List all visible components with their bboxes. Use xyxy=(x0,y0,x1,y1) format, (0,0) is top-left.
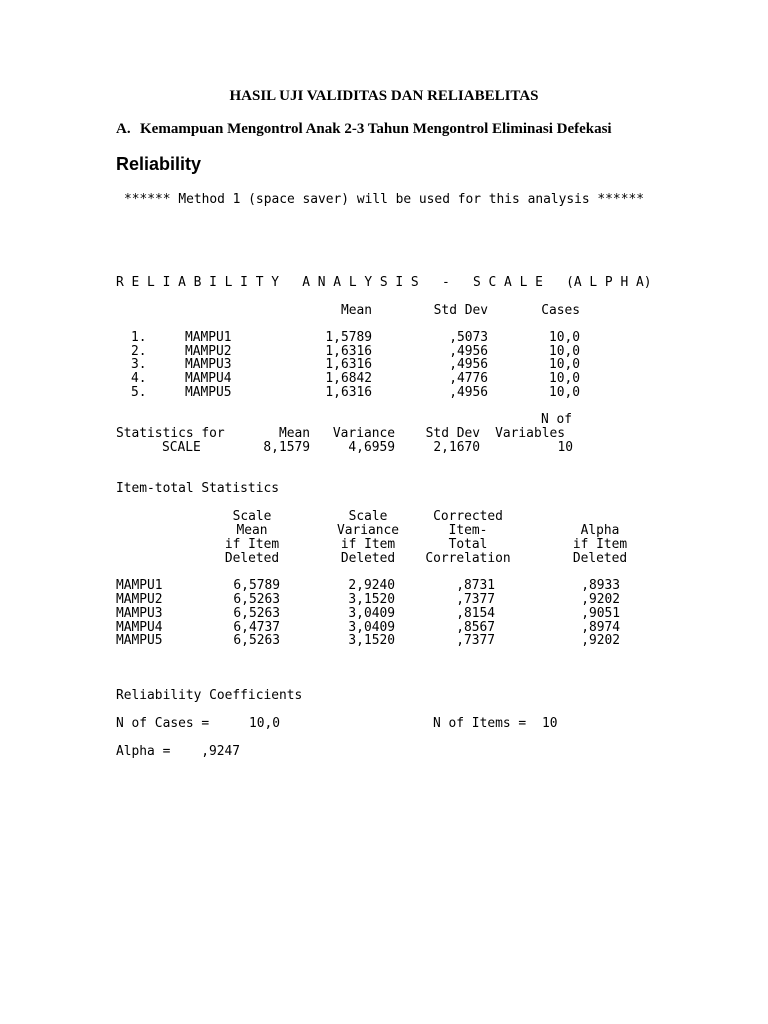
scale-row-label: SCALE xyxy=(162,440,201,455)
scale-variance: 4,6959 xyxy=(348,440,395,455)
n-cases-label: N of Cases = xyxy=(116,716,210,731)
scale-header-std-dev: Std Dev xyxy=(425,426,480,441)
header-mean: Mean xyxy=(340,303,372,318)
scale-n-variables: 10 xyxy=(557,440,573,455)
n-items-value: 10 xyxy=(542,716,558,731)
alpha-label: Alpha = xyxy=(116,744,171,759)
scale-header-mean: Mean xyxy=(278,426,310,441)
section-number: A. xyxy=(116,121,131,137)
coefficients-title: Reliability Coefficients xyxy=(116,688,303,703)
section-text: Kemampuan Mengontrol Anak 2-3 Tahun Mengontrol Eliminasi Defekasi xyxy=(140,121,612,137)
header-std-dev: Std Dev xyxy=(433,303,488,318)
scale-std-dev: 2,1670 xyxy=(433,440,480,455)
scale-header-variance: Variance xyxy=(332,426,395,441)
reliability-heading: Reliability xyxy=(116,154,202,174)
statistics-for-label: Statistics for xyxy=(116,426,225,441)
analysis-title: R E L I A B I L I T Y A N A L Y S I S - S C A L E (A L P H A) xyxy=(116,275,652,290)
item-total-title: Item-total Statistics xyxy=(116,481,279,496)
n-cases-value: 10,0 xyxy=(248,716,280,731)
header-n-of: N of xyxy=(540,412,572,427)
document-page: HASIL UJI VALIDITAS DAN RELIABELITAS A. Kemampuan Mengontrol Anak 2-3 Tahun Mengontrol Eliminasi Defekasi Reliability ****** Method 1 (space saver) will be used for this analysis ****** R E L I A B I L I T Y A N A L Y S I S - S C A L E (A L P H A) Mean Std Dev Cases 1. MAMPU1 1,5789 ,5073 10,0 2. MAMPU2 1,6316 ,4956 10,0 3. MAMPU3 1,6316 ,4956 10,0 4. MAMPU4 1,6842 ,4776 10,0 5. MAMPU5 1,6316 ,4956 10,0 N of Statistics for Mean Variance Std Dev Variables SCALE 8,1579 4,6959 2,1670 10 Item-total Statistics Scale Mean if Item Deleted Scale Variance if Item Deleted Corrected Item- Total Correlation Alpha if Item Deleted MAMPU1 6,5789 2,9240 ,8731 ,8933 MAMPU2 6,5263 3,1520 ,7377 ,9202 MAMPU3 6,5263 3,0409 ,8154 ,9051 MAMPU4 6,4737 3,0409 ,8567 ,8974 MAMPU5 6,5263 3,1520 ,7377 ,9202 Reliability Coefficients N of Cases = 10,0 N of Items = 10 Alpha = ,9247 xyxy=(0,0,768,1024)
n-items-label: N of Items = xyxy=(433,716,527,731)
alpha-value: ,9247 xyxy=(201,744,240,759)
header-cases: Cases xyxy=(541,303,580,318)
scale-header-variables: Variables xyxy=(495,426,565,441)
scale-mean: 8,1579 xyxy=(263,440,310,455)
document-title: HASIL UJI VALIDITAS DAN RELIABELITAS xyxy=(229,88,539,104)
method-note: ****** Method 1 (space saver) will be used for this analysis ****** xyxy=(124,192,644,207)
section-heading xyxy=(116,120,612,138)
